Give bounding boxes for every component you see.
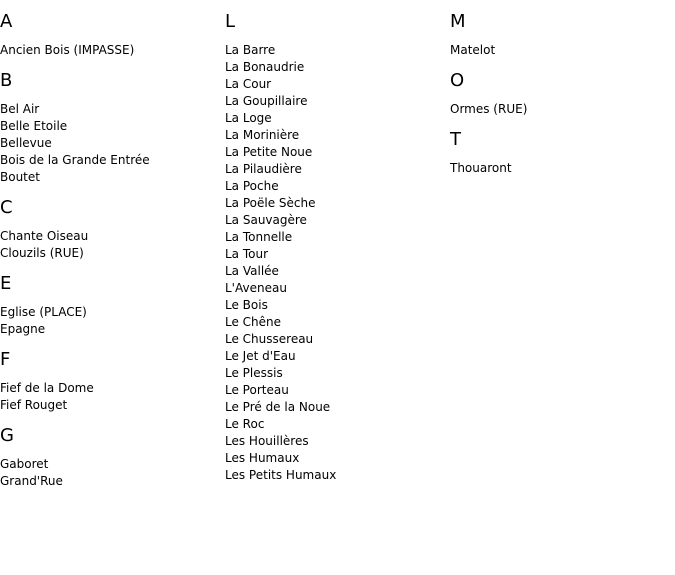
street-link[interactable]: Belle Etoile: [0, 119, 68, 133]
street-link[interactable]: La Tonnelle: [225, 230, 293, 244]
street-link[interactable]: Les Houillères: [225, 434, 309, 448]
street-list: [225, 42, 447, 484]
letter-group: [450, 12, 672, 59]
street-link[interactable]: Le Bois: [225, 298, 268, 312]
street-link[interactable]: Boutet: [0, 170, 40, 184]
street-link[interactable]: Gaboret: [0, 457, 49, 471]
letter-group: [0, 71, 222, 186]
street-link[interactable]: La Sauvagère: [225, 213, 307, 227]
letter-heading: B: [0, 70, 13, 91]
street-list: [450, 160, 672, 177]
street-link[interactable]: Chante Oiseau: [0, 229, 89, 243]
street-link[interactable]: Clouzils (RUE): [0, 246, 84, 260]
street-link[interactable]: La Loge: [225, 111, 272, 125]
street-link[interactable]: Ancien Bois (IMPASSE): [0, 43, 135, 57]
letter-group: [450, 71, 672, 118]
index-column-3: [450, 0, 672, 189]
letter-group: [0, 350, 222, 414]
street-link[interactable]: La Barre: [225, 43, 276, 57]
street-link[interactable]: Le Porteau: [225, 383, 289, 397]
letter-heading: T: [450, 129, 461, 150]
letter-group: [225, 12, 447, 484]
street-link[interactable]: Grand'Rue: [0, 474, 63, 488]
street-link[interactable]: Le Pré de la Noue: [225, 400, 331, 414]
street-link[interactable]: Fief de la Dome: [0, 381, 94, 395]
street-link[interactable]: La Goupillaire: [225, 94, 308, 108]
street-link[interactable]: La Pilaudière: [225, 162, 302, 176]
street-link[interactable]: Les Humaux: [225, 451, 300, 465]
street-link[interactable]: Bellevue: [0, 136, 52, 150]
street-link[interactable]: La Poële Sèche: [225, 196, 316, 210]
street-link[interactable]: La Cour: [225, 77, 272, 91]
street-link[interactable]: L'Aveneau: [225, 281, 287, 295]
street-list: [0, 304, 222, 338]
street-list: [0, 228, 222, 262]
index-column-1: [0, 0, 222, 502]
street-link[interactable]: La Tour: [225, 247, 269, 261]
street-list: [450, 42, 672, 59]
street-link[interactable]: Thouaront: [450, 161, 512, 175]
street-list: [0, 456, 222, 490]
street-link[interactable]: La Vallée: [225, 264, 279, 278]
street-link[interactable]: Le Plessis: [225, 366, 283, 380]
letter-group: [0, 12, 222, 59]
street-link[interactable]: La Morinière: [225, 128, 300, 142]
street-list: [0, 380, 222, 414]
street-link[interactable]: La Poche: [225, 179, 279, 193]
street-list: [0, 42, 222, 59]
letter-group: [0, 198, 222, 262]
letter-heading: O: [450, 70, 465, 91]
street-link[interactable]: Bois de la Grande Entrée: [0, 153, 150, 167]
letter-heading: L: [225, 11, 236, 32]
street-list: [450, 101, 672, 118]
letter-group: [0, 274, 222, 338]
letter-heading: G: [0, 425, 14, 446]
street-link[interactable]: Bel Air: [0, 102, 40, 116]
street-link[interactable]: La Bonaudrie: [225, 60, 305, 74]
letter-heading: A: [0, 11, 13, 32]
street-link[interactable]: Epagne: [0, 322, 46, 336]
street-link[interactable]: Matelot: [450, 43, 496, 57]
street-link[interactable]: Le Roc: [225, 417, 265, 431]
street-link[interactable]: Le Chussereau: [225, 332, 314, 346]
street-link[interactable]: Fief Rouget: [0, 398, 68, 412]
street-link[interactable]: Eglise (PLACE): [0, 305, 87, 319]
street-list: [0, 101, 222, 186]
letter-heading: E: [0, 273, 12, 294]
letter-heading: C: [0, 197, 13, 218]
street-link[interactable]: Les Petits Humaux: [225, 468, 337, 482]
street-link[interactable]: Le Jet d'Eau: [225, 349, 296, 363]
letter-group: [0, 426, 222, 490]
letter-group: [450, 130, 672, 177]
letter-heading: M: [450, 11, 466, 32]
index-column-2: [225, 0, 447, 496]
street-link[interactable]: Le Chêne: [225, 315, 282, 329]
letter-heading: F: [0, 349, 11, 370]
street-link[interactable]: Ormes (RUE): [450, 102, 528, 116]
street-link[interactable]: La Petite Noue: [225, 145, 313, 159]
